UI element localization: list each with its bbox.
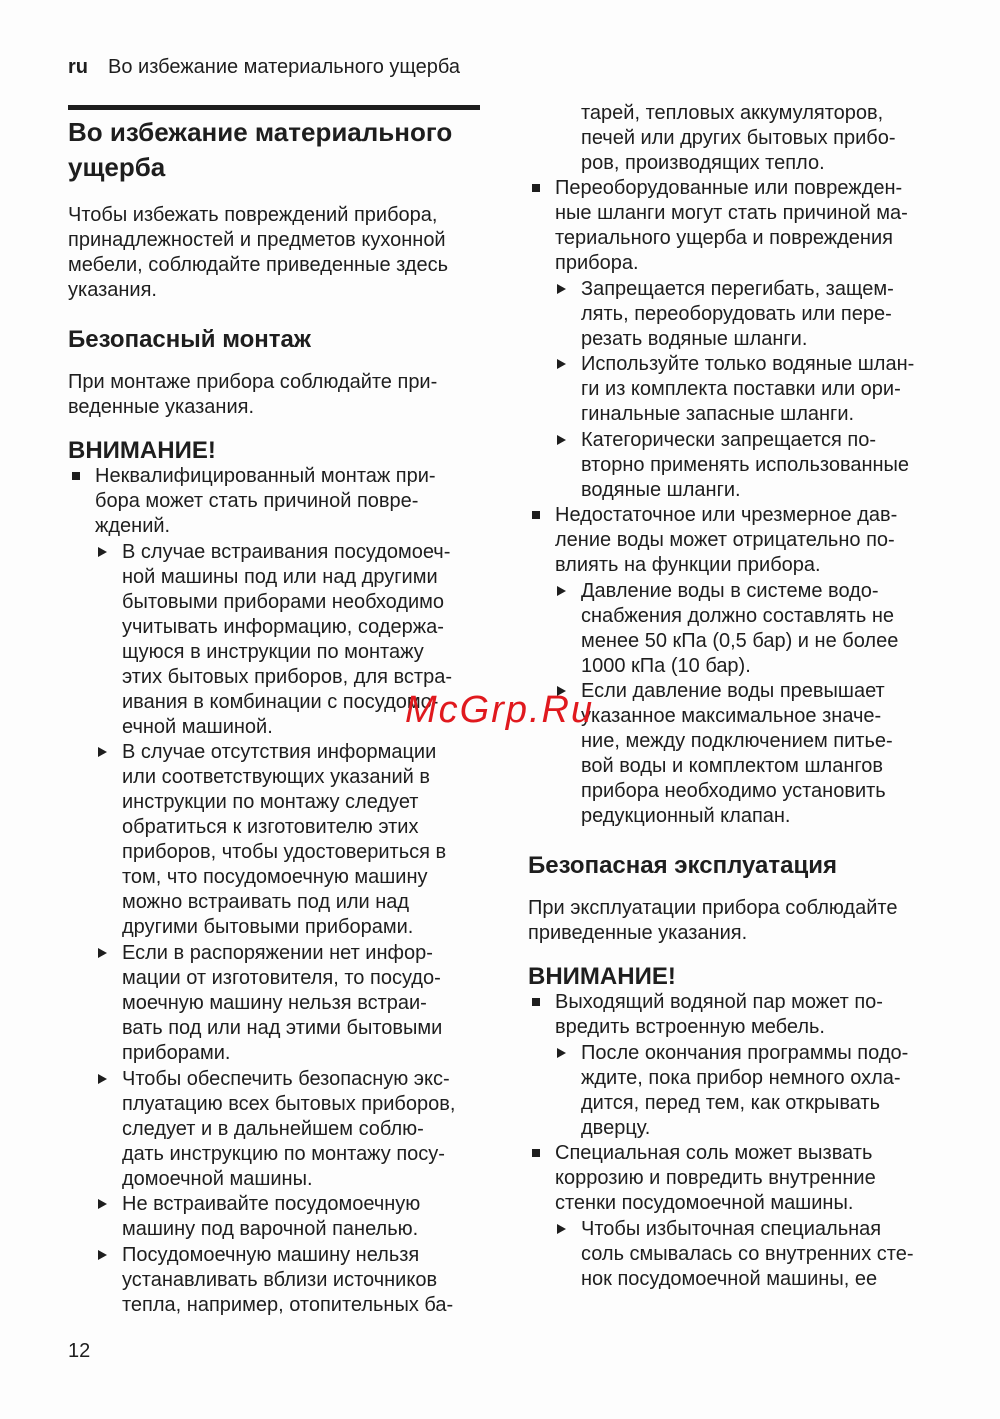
text-line: лять, переоборудовать или пере- bbox=[581, 303, 892, 325]
text-line: вторно применять использованные bbox=[581, 454, 910, 476]
text-line: ление воды может отрицательно по- bbox=[555, 529, 895, 551]
intro-paragraph bbox=[68, 203, 448, 303]
text-line: ущерба bbox=[68, 152, 166, 182]
text-line: ивания в комбинации с посудомо- bbox=[122, 691, 439, 713]
text-line: инструкции по монтажу следует bbox=[122, 791, 419, 813]
text-line: нок посудомоечной машины, ее bbox=[581, 1268, 878, 1290]
sub-bullet-item bbox=[122, 1192, 420, 1242]
text-line: веденные указания. bbox=[68, 396, 255, 418]
text-line: ные шланги могут стать причиной ма- bbox=[555, 202, 908, 224]
sub-bullet-item bbox=[122, 540, 452, 740]
text-line: Давление воды в системе водо- bbox=[581, 580, 879, 602]
text-line: ждите, пока прибор немного охла- bbox=[581, 1067, 901, 1089]
text-line: тепла, например, отопительных ба- bbox=[122, 1294, 454, 1316]
text-line: Запрещается перегибать, защем- bbox=[581, 278, 894, 300]
text-line: мации от изготовителя, то посудо- bbox=[122, 967, 441, 989]
sub-bullet-item bbox=[581, 277, 894, 352]
text-line: При монтаже прибора соблюдайте при- bbox=[68, 371, 438, 393]
text-line: Не встраивайте посудомоечную bbox=[122, 1193, 421, 1215]
text-line: дать инструкцию по монтажу посу- bbox=[122, 1143, 445, 1165]
text-line: менее 50 кПа (0,5 бар) и не более bbox=[581, 630, 899, 652]
bullet-item bbox=[555, 1141, 876, 1216]
text-line: гинальные запасные шланги. bbox=[581, 403, 855, 425]
text-line: Недостаточное или чрезмерное дав- bbox=[555, 504, 898, 526]
text-line: Категорически запрещается по- bbox=[581, 429, 877, 451]
text-line: стенки посудомоечной машины. bbox=[555, 1192, 854, 1214]
sub-bullet-item bbox=[122, 1243, 453, 1318]
text-line: редукционный клапан. bbox=[581, 805, 791, 827]
text-line: принадлежностей и предметов кухонной bbox=[68, 229, 446, 251]
text-line: дится, перед тем, как открывать bbox=[581, 1092, 881, 1114]
text-line: следует и в дальнейшем соблю- bbox=[122, 1118, 424, 1140]
text-line: прибора необходимо установить bbox=[581, 780, 886, 802]
section-heading-operation: Безопасная эксплуатация bbox=[528, 852, 838, 879]
text-line: устанавливать вблизи источников bbox=[122, 1269, 438, 1291]
text-line: коррозию и повредить внутренние bbox=[555, 1167, 876, 1189]
sub-bullet-item bbox=[122, 740, 446, 940]
text-line: моечную машину нельзя встраи- bbox=[122, 992, 427, 1014]
sub-bullet-item bbox=[581, 352, 914, 427]
text-line: влиять на функции прибора. bbox=[555, 554, 821, 576]
text-line: тарей, тепловых аккумуляторов, bbox=[581, 102, 884, 124]
text-line: вредить встроенную мебель. bbox=[555, 1016, 825, 1038]
text-line: машину под варочной панелью. bbox=[122, 1218, 419, 1240]
text-line: вать под или над этими бытовыми bbox=[122, 1017, 443, 1039]
text-line: При эксплуатации прибора соблюдайте bbox=[528, 897, 898, 919]
text-line: домоечной машины. bbox=[122, 1168, 313, 1190]
text-line: учитывать информацию, содержа- bbox=[122, 616, 444, 638]
text-line: 1000 кПа (10 бар). bbox=[581, 655, 751, 677]
text-line: или соответствующих указаний в bbox=[122, 766, 431, 788]
text-line: резать водяные шланги. bbox=[581, 328, 808, 350]
text-line: ров, производящих тепло. bbox=[581, 152, 825, 174]
text-line: приборами. bbox=[122, 1042, 231, 1064]
text-line: вой воды и комплектом шлангов bbox=[581, 755, 883, 777]
text-line: Посудомоечную машину нельзя bbox=[122, 1244, 420, 1266]
text-line: ние, между подключением питье- bbox=[581, 730, 893, 752]
bullet-item bbox=[555, 990, 883, 1040]
text-line: соль смывалась со внутренних сте- bbox=[581, 1243, 914, 1265]
text-line: Специальная соль может вызвать bbox=[555, 1142, 873, 1164]
warning-heading: ВНИМАНИЕ! bbox=[68, 437, 216, 464]
running-header bbox=[68, 55, 460, 80]
text-line: приведенные указания. bbox=[528, 922, 748, 944]
sub-bullet-item bbox=[581, 1217, 914, 1292]
text-line: бора может стать причиной повре- bbox=[95, 490, 419, 512]
text-line: Используйте только водяные шлан- bbox=[581, 353, 915, 375]
text-line: прибора. bbox=[555, 252, 639, 274]
text-line: печей или других бытовых прибо- bbox=[581, 127, 896, 149]
text-line: ной машины под или над другими bbox=[122, 566, 438, 588]
bullet-item bbox=[95, 464, 436, 539]
sub-bullet-item bbox=[581, 579, 898, 679]
sub-bullet-item bbox=[581, 428, 909, 503]
text-line: В случае встраивания посудомоеч- bbox=[122, 541, 451, 563]
watermark: McGrp.Ru bbox=[405, 689, 595, 731]
text-line: ги из комплекта поставки или ори- bbox=[581, 378, 901, 400]
text-line: можно встраивать под или над bbox=[122, 891, 410, 913]
operation-intro bbox=[528, 896, 897, 946]
sub-bullet-item bbox=[122, 1067, 455, 1192]
text-line: щуюся в инструкции по монтажу bbox=[122, 641, 424, 663]
text-line: приборов, чтобы удостовериться в bbox=[122, 841, 447, 863]
text-line: В случае отсутствия информации bbox=[122, 741, 437, 763]
sub-bullet-item bbox=[581, 679, 893, 829]
text-line: обратиться к изготовителю этих bbox=[122, 816, 419, 838]
page-title bbox=[68, 115, 452, 185]
text-line: Чтобы обеспечить безопасную экс- bbox=[122, 1068, 450, 1090]
language-code: ru bbox=[68, 56, 88, 78]
text-line: снабжения должно составлять не bbox=[581, 605, 895, 627]
bullet-item bbox=[555, 176, 908, 276]
text-line: После окончания программы подо- bbox=[581, 1042, 909, 1064]
continued-text bbox=[581, 101, 896, 176]
text-line: Чтобы избыточная специальная bbox=[581, 1218, 882, 1240]
text-line: плуатацию всех бытовых приборов, bbox=[122, 1093, 456, 1115]
text-line: териального ущерба и повреждения bbox=[555, 227, 893, 249]
text-line: ечной машиной. bbox=[122, 716, 273, 738]
text-line: Если в распоряжении нет инфор- bbox=[122, 942, 433, 964]
text-line: этих бытовых приборов, для встра- bbox=[122, 666, 452, 688]
warning-heading: ВНИМАНИЕ! bbox=[528, 963, 676, 990]
text-line: водяные шланги. bbox=[581, 479, 741, 501]
text-line: указания. bbox=[68, 279, 157, 301]
text-line: Во избежание материального bbox=[68, 117, 453, 147]
running-header-title: Во избежание материального ущерба bbox=[108, 56, 460, 78]
sub-bullet-item bbox=[122, 941, 442, 1066]
mounting-intro bbox=[68, 370, 437, 420]
text-line: Если давление воды превышает bbox=[581, 680, 885, 702]
text-line: Неквалифицированный монтаж при- bbox=[95, 465, 436, 487]
text-line: мебели, соблюдайте приведенные здесь bbox=[68, 254, 449, 276]
text-line: Выходящий водяной пар может по- bbox=[555, 991, 883, 1013]
section-heading-mounting: Безопасный монтаж bbox=[68, 326, 311, 353]
text-line: другими бытовыми приборами. bbox=[122, 916, 414, 938]
page-number: 12 bbox=[68, 1340, 91, 1362]
sub-bullet-item bbox=[581, 1041, 908, 1141]
text-line: ждений. bbox=[95, 515, 171, 537]
heading-rule bbox=[68, 105, 480, 110]
text-line: Переоборудованные или поврежден- bbox=[555, 177, 903, 199]
bullet-item bbox=[555, 503, 897, 578]
text-line: бытовыми приборами необходимо bbox=[122, 591, 445, 613]
text-line: Чтобы избежать повреждений прибора, bbox=[68, 204, 438, 226]
text-line: дверцу. bbox=[581, 1117, 651, 1139]
text-line: указанное максимальное значе- bbox=[581, 705, 882, 727]
text-line: том, что посудомоечную машину bbox=[122, 866, 428, 888]
